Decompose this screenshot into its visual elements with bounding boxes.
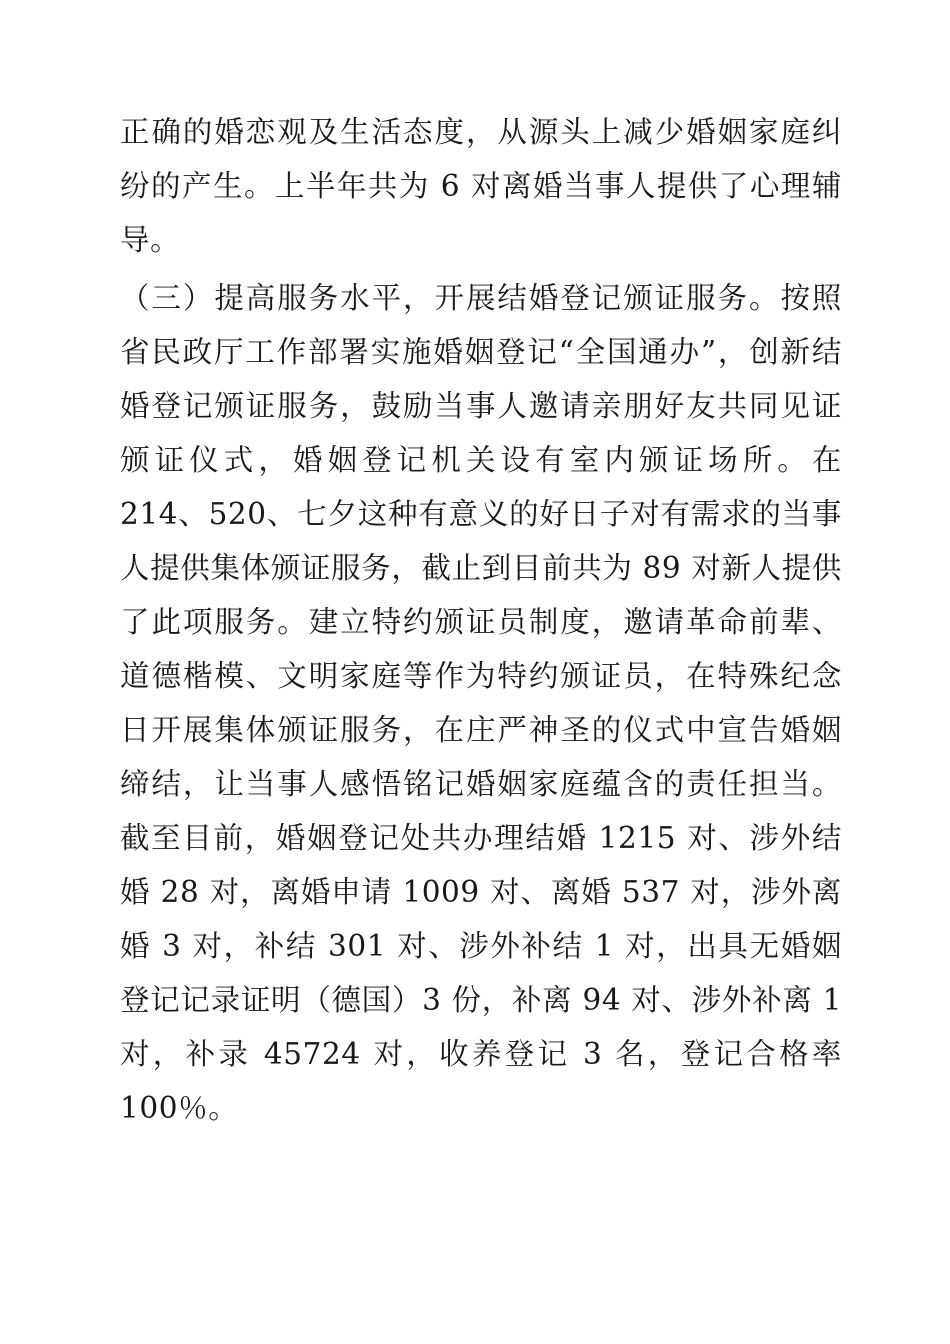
paragraph-1: 正确的婚恋观及生活态度，从源头上减少婚姻家庭纠纷的产生。上半年共为 6 对离婚当事人提供了心理辅导。 <box>120 115 842 257</box>
document-body <box>120 105 842 1135</box>
paragraph-2: （三）提高服务水平，开展结婚登记颁证服务。按照省民政厅工作部署实施婚姻登记“全国通办”，创新结婚登记颁证服务，鼓励当事人邀请亲朋好友共同见证颁证仪式，婚姻登记机关设有室内颁证场所。在 214、520、七夕这种有意义的好日子对有需求的当事人提供集体颁证服务，截止到目前共为 89 对新人提供了此项服务。建立特约颁证员制度，邀请革命前辈、道德楷模、文明家庭等作为特约颁证员，在特殊纪念日开展集体颁证服务，在庄严神圣的仪式中宣告婚姻缔结，让当事人感悟铭记婚姻家庭蕴含的责任担当。截至目前，婚姻登记处共办理结婚 1215 对、涉外结婚 28 对，离婚申请 1009 对、离婚 537 对，涉外离婚 3 对，补结 301 对、涉外补结 1 对，出具无婚姻登记记录证明（德国）3 份，补离 94 对、涉外补离 1 对，补录 45724 对，收养登记 3 名，登记合格率 100％。 <box>120 281 842 1125</box>
